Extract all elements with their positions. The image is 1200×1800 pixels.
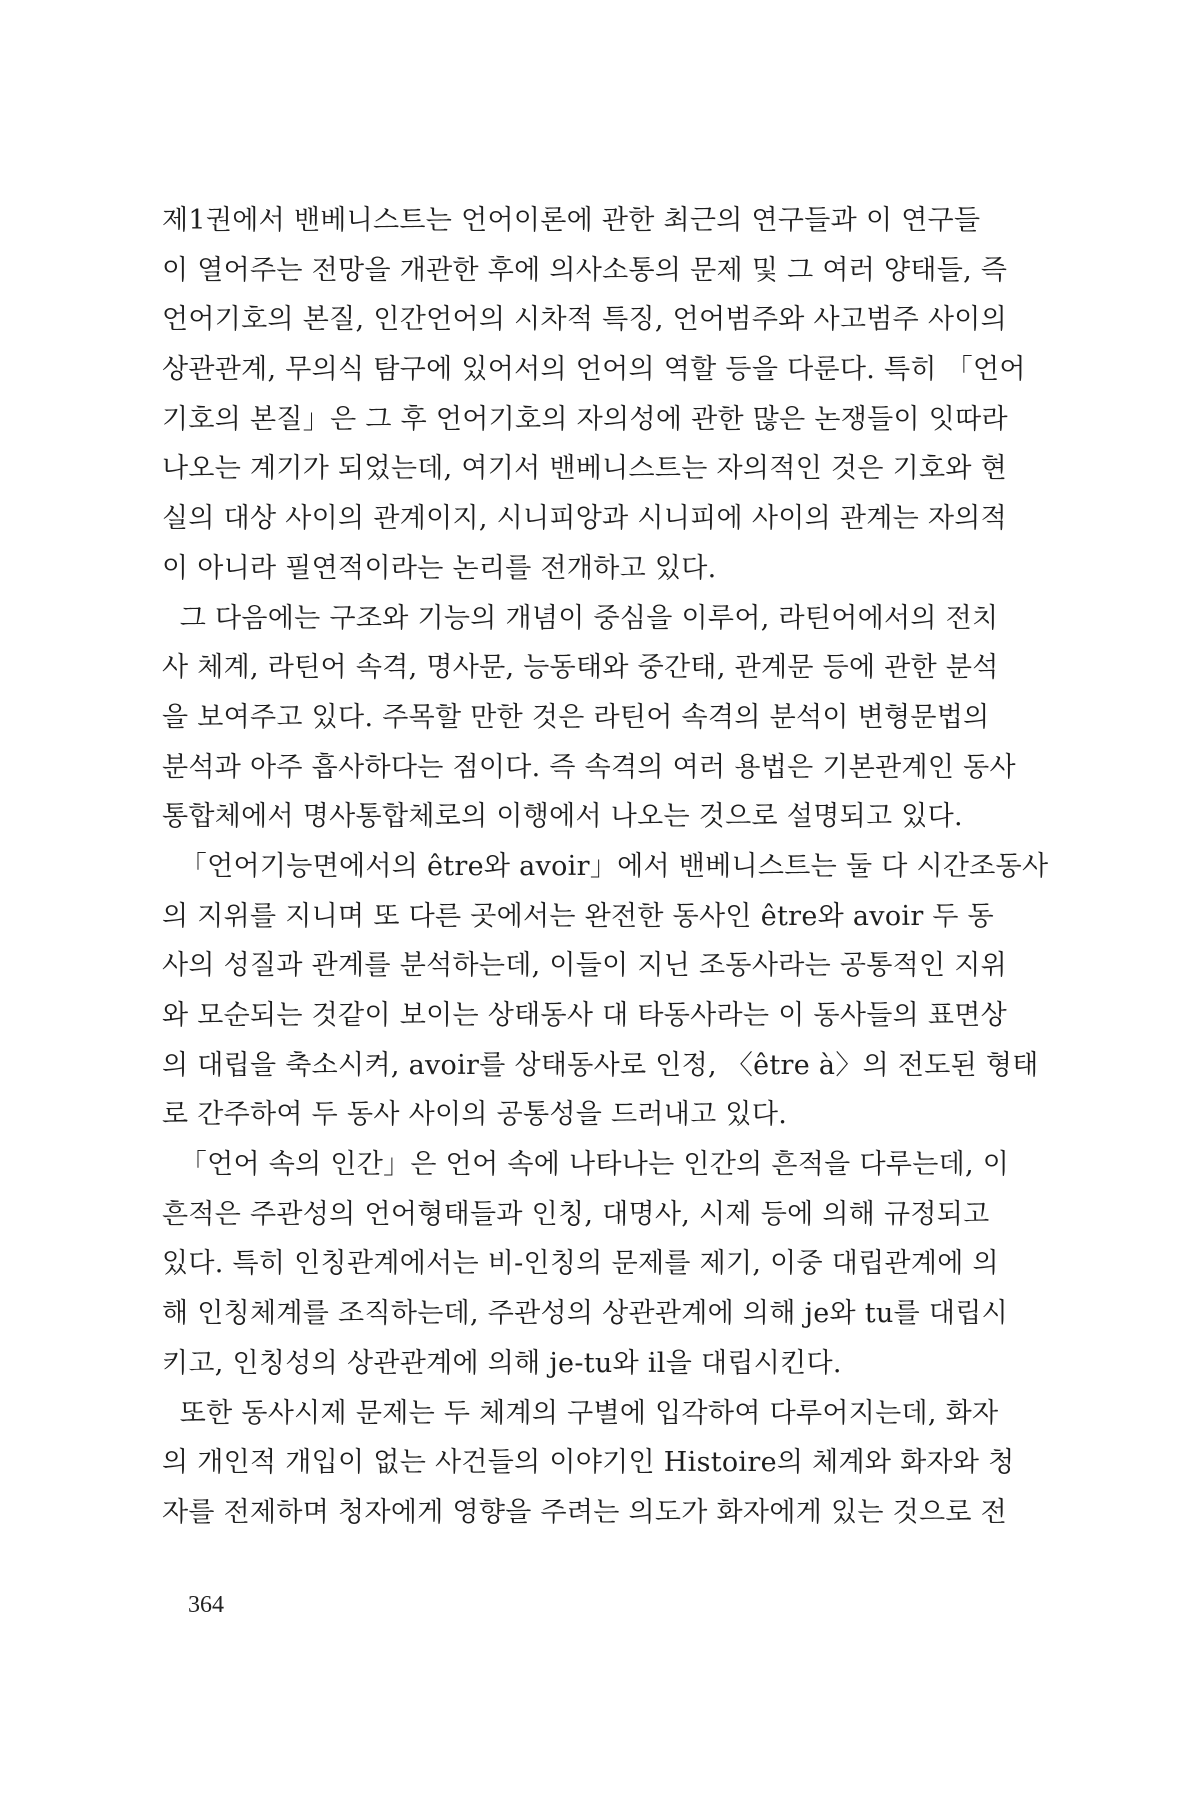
text-line: 의 대립을 축소시켜, avoir를 상태동사로 인정, 〈être à〉의 전도된 형태 xyxy=(162,1049,1039,1081)
text-line: 또한 동사시제 문제는 두 체계의 구별에 입각하여 다루어지는데, 화자 xyxy=(162,1397,999,1429)
text-line: 기호의 본질」은 그 후 언어기호의 자의성에 관한 많은 논쟁들이 잇따라 xyxy=(162,403,1008,435)
text-line: 사의 성질과 관계를 분석하는데, 이들이 지닌 조동사라는 공통적인 지위 xyxy=(162,950,1008,982)
text-line: 흔적은 주관성의 언어형태들과 인칭, 대명사, 시제 등에 의해 규정되고 xyxy=(162,1198,990,1230)
text-line: 제1권에서 밴베니스트는 언어이론에 관한 최근의 연구들과 이 연구들 xyxy=(162,205,981,236)
text-line: 이 열어주는 전망을 개관한 후에 의사소통의 문제 및 그 여러 양태들, 즉 xyxy=(162,254,1008,286)
text-line: 의 개인적 개입이 없는 사건들의 이야기인 Histoire의 체계와 화자와 청 xyxy=(162,1447,1015,1479)
text-line: 이 아니라 필연적이라는 논리를 전개하고 있다. xyxy=(162,552,717,584)
text-line: 분석과 아주 흡사하다는 점이다. 즉 속격의 여러 용법은 기본관계인 동사 xyxy=(162,751,1016,783)
text-line: 해 인칭체계를 조직하는데, 주관성의 상관관계에 의해 je와 tu를 대립시 xyxy=(162,1298,1009,1330)
text-line: 와 모순되는 것같이 보이는 상태동사 대 타동사라는 이 동사들의 표면상 xyxy=(162,1000,1008,1031)
body-text xyxy=(162,196,1049,1538)
text-line: 언어기호의 본질, 인간언어의 시차적 특징, 언어범주와 사고범주 사이의 xyxy=(162,304,1008,336)
text-line: 의 지위를 지니며 또 다른 곳에서는 완전한 동사인 être와 avoir 두 동 xyxy=(162,900,995,932)
text-line: 자를 전제하며 청자에게 영향을 주려는 의도가 화자에게 있는 것으로 전 xyxy=(162,1496,1008,1528)
text-line: 통합체에서 명사통합체로의 이행에서 나오는 것으로 설명되고 있다. xyxy=(162,801,963,833)
text-line: 그 다음에는 구조와 기능의 개념이 중심을 이루어, 라틴어에서의 전치 xyxy=(162,602,999,634)
text-line: 로 간주하여 두 동사 사이의 공통성을 드러내고 있다. xyxy=(162,1099,788,1131)
text-line: 「언어기능면에서의 être와 avoir」에서 밴베니스트는 둘 다 시간조동사 xyxy=(162,850,1049,882)
text-line: 나오는 계기가 되었는데, 여기서 밴베니스트는 자의적인 것은 기호와 현 xyxy=(162,453,1008,485)
text-line: 「언어 속의 인간」은 언어 속에 나타나는 인간의 흔적을 다루는데, 이 xyxy=(162,1149,1010,1181)
text-line: 상관관계, 무의식 탐구에 있어서의 언어의 역할 등을 다룬다. 특히 「언어 xyxy=(162,354,1026,386)
text-line: 실의 대상 사이의 관계이지, 시니피앙과 시니피에 사이의 관계는 자의적 xyxy=(162,503,1008,535)
page-number: 364 xyxy=(188,1592,224,1618)
text-line: 을 보여주고 있다. 주목할 만한 것은 라틴어 속격의 분석이 변형문법의 xyxy=(162,701,990,733)
text-line: 사 체계, 라틴어 속격, 명사문, 능동태와 중간태, 관계문 등에 관한 분석 xyxy=(162,652,999,684)
text-line: 있다. 특히 인칭관계에서는 비-인칭의 문제를 제기, 이중 대립관계에 의 xyxy=(162,1248,999,1280)
text-line: 키고, 인칭성의 상관관계에 의해 je-tu와 il을 대립시킨다. xyxy=(162,1347,842,1379)
